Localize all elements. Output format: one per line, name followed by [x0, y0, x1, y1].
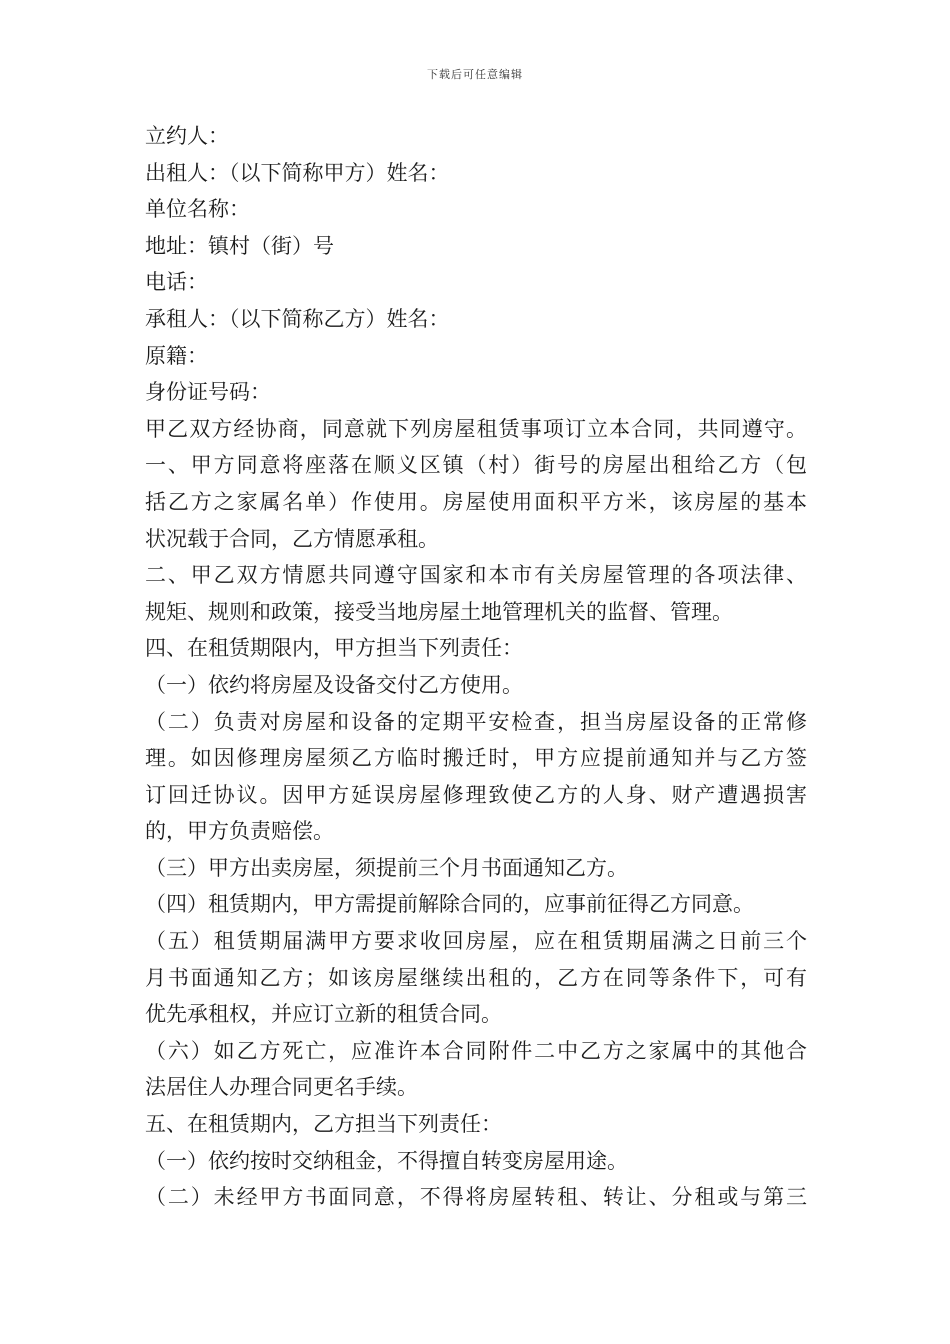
contract-line: 规矩、规则和政策，接受当地房屋土地管理机关的监督、管理。: [145, 599, 733, 624]
contract-body: [145, 118, 807, 1216]
contract-line-signatory: 立约人：: [145, 124, 229, 148]
contract-line: 一、甲方同意将座落在顺义区镇（村）街号的房屋出租给乙方（包: [145, 453, 807, 478]
contract-line: 二、甲乙双方情愿共同遵守国家和本市有关房屋管理的各项法律、: [145, 563, 807, 588]
contract-line: 括乙方之家属名单）作使用。房屋使用面积平方米，该房屋的基本: [145, 489, 807, 514]
contract-line-unit-name: 单位名称：: [145, 197, 250, 222]
page-header-note: 下载后可任意编辑: [427, 68, 523, 81]
contract-line: （五）租赁期届满甲方要求收回房屋，应在租赁期届满之日前三个: [145, 929, 807, 954]
contract-line: 月书面通知乙方；如该房屋继续出租的，乙方在同等条件下，可有: [145, 965, 807, 990]
contract-line-address: 地址：镇村（街）号: [145, 233, 334, 258]
contract-line: 优先承租权，并应订立新的租赁合同。: [145, 1002, 502, 1027]
contract-line: （二）负责对房屋和设备的定期平安检查，担当房屋设备的正常修: [145, 709, 807, 734]
contract-line: （六）如乙方死亡，应准许本合同附件二中乙方之家属中的其他合: [145, 1038, 807, 1063]
contract-line: （一）依约将房屋及设备交付乙方使用。: [145, 672, 523, 697]
contract-line-preamble: 甲乙双方经协商，同意就下列房屋租赁事项订立本合同，共同遵守。: [145, 416, 807, 441]
contract-line-section-heading: 四、在租赁期限内，甲方担当下列责任：: [145, 636, 523, 661]
contract-line-lessee-name: 承租人：（以下简称乙方）姓名：: [145, 306, 450, 331]
contract-line-section-heading: 五、在租赁期内，乙方担当下列责任：: [145, 1112, 502, 1137]
contract-line-lessor-name: 出租人：（以下简称甲方）姓名：: [145, 160, 450, 185]
contract-line: 理。如因修理房屋须乙方临时搬迁时，甲方应提前通知并与乙方签: [145, 746, 807, 771]
contract-line: （二）未经甲方书面同意，不得将房屋转租、转让、分租或与第三: [145, 1185, 807, 1210]
contract-line: （四）租赁期内，甲方需提前解除合同的，应事前征得乙方同意。: [145, 892, 754, 917]
contract-line: （一）依约按时交纳租金，不得擅自转变房屋用途。: [145, 1148, 628, 1173]
contract-line: 法居住人办理合同更名手续。: [145, 1075, 418, 1100]
contract-line: 状况载于合同，乙方情愿承租。: [145, 526, 439, 551]
contract-line-origin: 原籍：: [145, 343, 208, 368]
contract-line: （三）甲方出卖房屋，须提前三个月书面通知乙方。: [145, 855, 628, 880]
contract-line-id-number: 身份证号码：: [145, 380, 271, 405]
contract-line: 订回迁协议。因甲方延误房屋修理致使乙方的人身、财产遭遇损害: [145, 782, 807, 807]
contract-line: 的，甲方负责赔偿。: [145, 819, 334, 844]
contract-line-phone: 电话：: [145, 270, 208, 295]
